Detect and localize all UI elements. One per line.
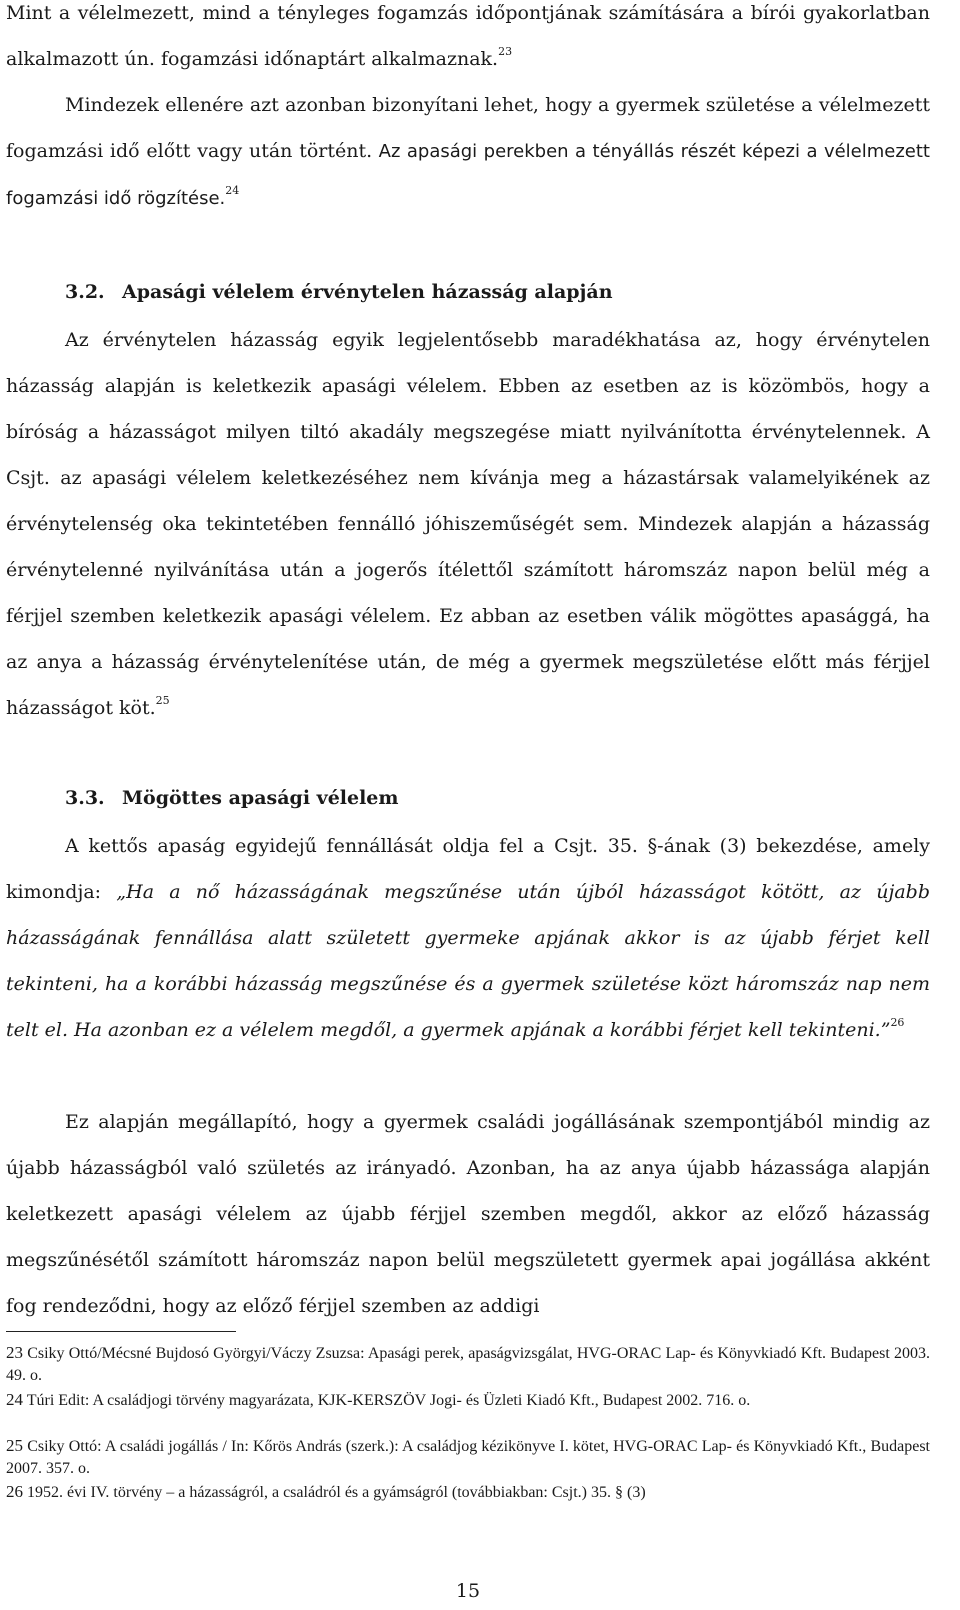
footnote-number: 26: [6, 1482, 23, 1501]
footnote-23: [6, 1342, 930, 1387]
footnote-text: Csiky Ottó: A családi jogállás / In: Kőrös András (szerk.): A családjog kézikönyve I. kötet, HVG-ORAC Lap- és Könyvkiadó Kft., Budapest 2007. 357. o.: [6, 1438, 930, 1477]
section-number: 3.2.: [65, 281, 105, 303]
paragraph-fogamzasi-idonaptar: [6, 0, 930, 82]
paragraph-ervenytelen-hazassag: [6, 317, 930, 731]
footnote-25: [6, 1435, 930, 1480]
footnote-ref-25: 25: [155, 693, 170, 707]
statute-quote: „Ha a nő házasságának megszűnése után újból házasságot kötött, az újabb házasságának fennállása alatt született gyermeke apjának akkor is az újabb férjet kell tekinteni, ha a korábbi házasság megszűnése és a gyermek születése közt háromszáz nap nem telt el. Ha azonban ez a vélelem megdől, a gyermek apjának a korábbi férjet kell tekinteni.”: [6, 881, 930, 1041]
section-title: Apasági vélelem érvénytelen házasság alapján: [122, 281, 613, 303]
paragraph-text: A kettős apaság egyidejű fennállását oldja fel a Csjt. 35. §-ának (3) bekezdése, amely kimondja:: [6, 835, 930, 903]
footnote-ref-23: 23: [498, 44, 513, 58]
footnote-26: [6, 1481, 930, 1504]
footnote-number: 23: [6, 1343, 23, 1362]
footnote-separator: [6, 1331, 236, 1332]
footnote-number: 24: [6, 1390, 23, 1409]
paragraph-text: Ez alapján megállapító, hogy a gyermek családi jogállásának szempontjából mindig az újabb házasságból való születés az irányadó. Azonban, ha az anya újabb házassága alapján keletkezett apasági vélelem az újabb férjjel szemben megdől, akkor az előző házasság megszűnésétől számított háromszáz napon belül megszületett gyermek apai jogállása akként fog rendeződni, hogy az előző férjjel szemben az addigi: [6, 1111, 930, 1317]
section-heading-3-2: [65, 269, 925, 315]
paragraph-bizonyitas: [6, 82, 930, 222]
section-heading-3-3: [65, 775, 925, 821]
footnote-text: Csiky Ottó/Mécsné Bujdosó Györgyi/Váczy Zsuzsa: Apasági perek, apaságvizsgálat, HVG-ORAC Lap- és Könyvkiadó Kft. Budapest 2003. 49. o.: [6, 1345, 930, 1384]
footnote-text: Túri Edit: A családjogi törvény magyarázata, KJK-KERSZÖV Jogi- és Üzleti Kiadó Kft., Budapest 2002. 716. o.: [23, 1392, 751, 1409]
paragraph-text-sans: Az apasági perekben a tényállás részét képezi a vélelmezett fogamzási idő rögzítése.: [6, 141, 930, 209]
footnote-number: 25: [6, 1436, 23, 1455]
paragraph-text: Mint a vélelmezett, mind a tényleges fogamzás időpontjának számítására a bírói gyakorlatban alkalmazott ún. fogamzási időnaptárt alkalmaznak.: [6, 2, 930, 70]
paragraph-text: Mindezek ellenére azt azonban bizonyítani lehet, hogy a gyermek születése a vélelmezett fogamzási idő előtt vagy után történt.: [6, 94, 930, 162]
paragraph-text: Az érvénytelen házasság egyik legjelentősebb maradékhatása az, hogy érvénytelen házasság alapján is keletkezik apasági vélelem. Ebben az esetben az is közömbös, hogy a bíróság a házasságot milyen tiltó akadály megszegése miatt nyilvánította érvénytelennek. A Csjt. az apasági vélelem keletkezéséhez nem kívánja meg a házastársak valamelyikének az érvénytelenség oka tekintetében fennálló jóhiszeműségét sem. Mindezek alapján a házasság érvénytelenné nyilvánítása után a jogerős ítélettől számított háromszáz napon belül még a férjjel szemben keletkezik apasági vélelem. Ez abban az esetben válik mögöttes apasággá, ha az anya a házasság érvénytelenítése után, de még a gyermek megszületése előtt más férjjel házasságot köt.: [6, 329, 930, 719]
section-title: Mögöttes apasági vélelem: [122, 787, 399, 809]
paragraph-megallapito: [6, 1099, 930, 1329]
footnote-text: 1952. évi IV. törvény – a házasságról, a családról és a gyámságról (továbbiakban: Csjt.) 35. § (3): [23, 1484, 646, 1501]
page-number: 15: [455, 1580, 481, 1602]
paragraph-kettos-apasag: [6, 823, 930, 1053]
footnote-24: [6, 1389, 930, 1412]
footnote-ref-24: 24: [225, 183, 240, 197]
section-number: 3.3.: [65, 787, 105, 809]
footnote-ref-26: 26: [890, 1015, 905, 1029]
